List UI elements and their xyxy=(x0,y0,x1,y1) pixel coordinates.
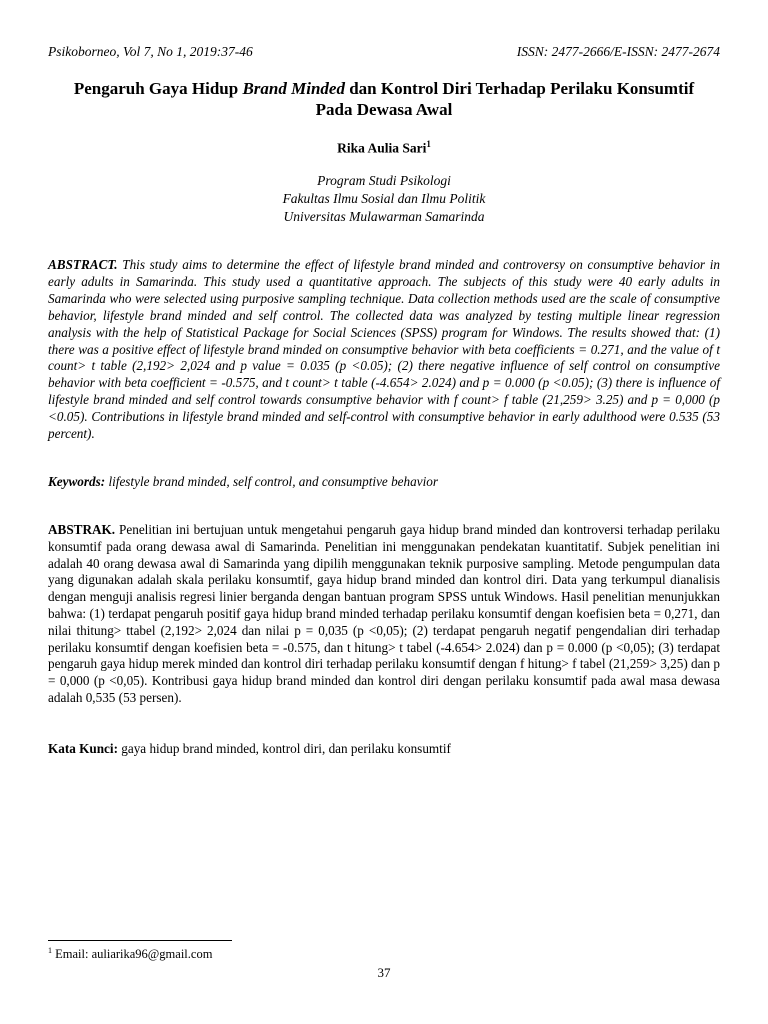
keywords-indonesian-label: Kata Kunci: xyxy=(48,741,118,756)
abstract-indonesian-text: Penelitian ini bertujuan untuk mengetahui pengaruh gaya hidup brand minded dan kontroversi terhadap perilaku konsumtif pada orang dewasa awal di Samarinda. Penelitian ini menggunakan pendekatan kuantitatif. Subjek penelitian ini adalah 40 orang dewasa awal di Samarinda yang dipilih menggunakan teknik purposive sampling. Metode pengumpulan data yang digunakan adalah skala perilaku konsumtif, gaya hidup brand minded dan kontrol diri. Data yang terkumpul dianalisis dengan menguji analisis regresi linier berganda dengan bantuan program SPSS untuk Windows. Hasil penelitian menunjukkan bahwa: (1) terdapat pengaruh positif gaya hidup brand minded terhadap perilaku konsumtif dengan koefisien beta = 0,271, dan nilai thitung> ttabel (2,192> 2,024 dan nilai p = 0,035 (p <0,05); (2) terdapat pengaruh negatif pengendalian diri terhadap perilaku konsumtif dengan koefisien beta = -0.575, dan t hitung> t tabel (-4.654> 2.024) dan p = 0.000 (p <0,05); (3) terdapat pengaruh gaya hidup merek minded dan kontrol diri terhadap perilaku konsumtif dengan f hitung> f tabel (21,259> 3,25) dan p = 0,000 (p <0,05). Kontribusi gaya hidup brand minded dan kontrol diri dengan perilaku konsumtif pada awal masa dewasa adalah 0,535 (53 persen). xyxy=(48,522,721,705)
keywords-english-label: Keywords: xyxy=(48,474,106,489)
keywords-indonesian xyxy=(48,741,720,757)
keywords-english xyxy=(48,474,720,490)
abstract-indonesian xyxy=(48,522,720,707)
abstract-indonesian-label: ABSTRAK. xyxy=(48,522,116,537)
author-name: Rika Aulia Sari xyxy=(337,140,427,156)
affiliation-faculty: Fakultas Ilmu Sosial dan Ilmu Politik xyxy=(282,191,486,206)
keywords-indonesian-text: gaya hidup brand minded, kontrol diri, dan perilaku konsumtif xyxy=(121,741,451,756)
affiliation xyxy=(0,172,768,226)
author-footnote-mark: 1 xyxy=(426,139,431,149)
abstract-english-text: This study aims to determine the effect of lifestyle brand minded and controversy on consumptive behavior in early adults in Samarinda. This study used a quantitative approach. The subjects of this study were 40 early adults in Samarinda who were selected using purposive sampling technique. Data collection methods used are the scale of consumptive behavior, lifestyle brand minded and self control. The collected data was analyzed by testing multiple linear regression analysis with the help of Statistical Package for Social Sciences (SPSS) program for Windows. The results showed that: (1) there was a positive effect of lifestyle brand minded on consumptive behavior with beta coefficients = 0.271, and the value of t count> t table (2,192> 2,024 and p value = 0.035 (p <0.05); (2) there negative influence of self control on consumptive behavior with beta coefficient = -0.575, and t count> t table (-4.654> 2.024) and p = 0.000 (p <0.05); (3) there is influence of lifestyle brand minded and self control towards consumptive behavior with f count> f table (21,259> 3.25) and p = 0,000 (p <0.05). Contributions in lifestyle brand minded and self-control with consumptive behavior in early adulthood were 0.535 (53 percent). xyxy=(48,257,721,442)
page-number: 37 xyxy=(377,965,391,980)
affiliation-university: Universitas Mulawarman Samarinda xyxy=(283,209,485,224)
issn: ISSN: 2477-2666/E-ISSN: 2477-2674 xyxy=(516,44,720,59)
keywords-english-text: lifestyle brand minded, self control, and consumptive behavior xyxy=(108,474,438,489)
title-italic: Brand Minded xyxy=(242,79,345,98)
footnote-divider xyxy=(48,940,232,941)
footnote-email: Email: auliarika96@gmail.com xyxy=(55,947,213,962)
abstract-english xyxy=(48,257,720,443)
journal-citation: Psikoborneo, Vol 7, No 1, 2019:37-46 xyxy=(48,44,253,59)
title-part-1: Pengaruh Gaya Hidup xyxy=(73,79,243,98)
paper-title xyxy=(60,78,708,120)
title-part-2: dan Kontrol Diri Terhadap Perilaku Konsumtif Pada Dewasa Awal xyxy=(315,79,695,119)
footnote xyxy=(48,946,212,962)
running-head xyxy=(48,44,720,60)
abstract-english-label: ABSTRACT. xyxy=(48,257,118,272)
author xyxy=(0,139,768,157)
footnote-mark: 1 xyxy=(48,946,52,955)
affiliation-program: Program Studi Psikologi xyxy=(317,173,451,188)
